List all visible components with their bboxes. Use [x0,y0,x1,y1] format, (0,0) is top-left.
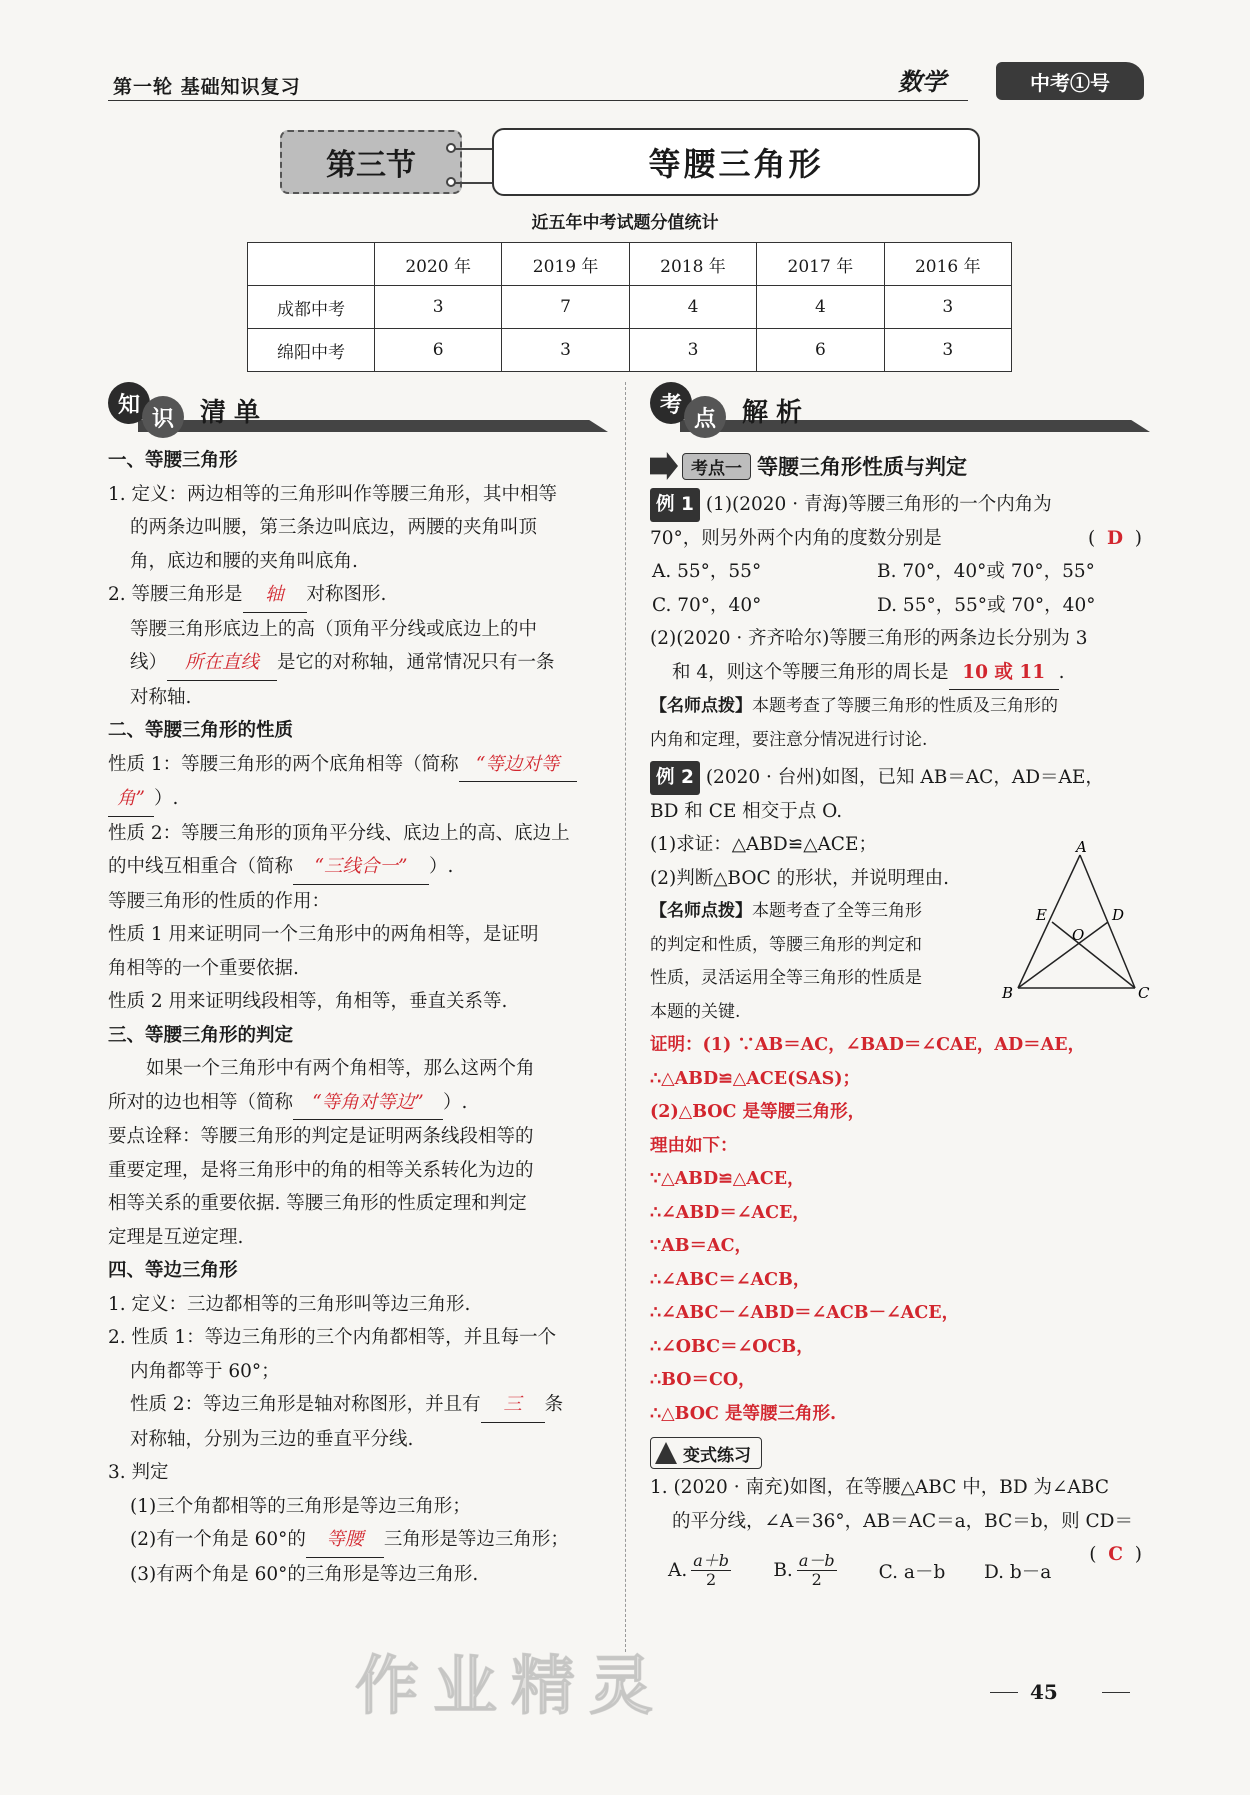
label-e: E [1036,906,1047,924]
answer-bracket: ( D ) [1087,527,1142,549]
label-c: C [1138,984,1150,1000]
fraction-options-row [650,1552,1089,1589]
proof-line: ∴∠ABD＝∠ACE， [650,1202,810,1223]
option-b: B. 70°，40°或 70°，55° [877,561,1095,582]
text-line: (1)求证：△ABD≌△ACE； [650,834,877,855]
practice-heading [650,1437,762,1469]
text-line [108,1523,608,1558]
proof-line: ∴∠ABC－∠ABD＝∠ACB－∠ACE， [650,1303,960,1323]
key-point-tag: 考点一 [682,453,751,480]
heading-properties: 二、等腰三角形的性质 [108,720,294,741]
banner-char: 识 [142,396,184,438]
tip-label: 【名师点拨】 [650,696,752,716]
text-line [108,782,608,817]
option-c: C. 70°，40° [652,594,762,616]
table-cell: 3 [629,329,756,372]
header-rule [108,100,968,101]
proof-line: 理由如下： [650,1135,738,1156]
tip-line: 的判定和性质，等腰三角形的判定和 [650,934,922,955]
option-d: D. b－a [983,1561,1052,1583]
answer-bracket: ( C ) [1089,1544,1142,1565]
text: 性质 2：等边三角形是轴对称图形，并且有 [130,1394,481,1415]
text-line [650,761,1150,795]
label-o: O [1072,926,1085,944]
table-cell: 3 [502,329,629,372]
text: 70°，则另外两个内角的度数分别是 [650,527,942,549]
banner-char: 知 [108,382,150,424]
banner-title: 清单 [200,398,269,428]
analysis-banner [650,382,1150,438]
text: (2020 · 台州)如图，已知 AB＝AC，AD＝AE， [705,767,1104,788]
knowledge-banner [108,382,608,438]
text: 性质 1：等腰三角形的两个底角相等（简称 [108,753,459,775]
text-line: 内角都等于 60°； [130,1360,280,1382]
handwritten-answer: “等角对等边” [293,1086,443,1121]
side-ab [1018,855,1080,988]
handwritten-answer: 轴 [243,578,307,613]
options-row [650,589,1150,623]
option-label: A. [668,1560,688,1581]
numerator: a＋b [693,1551,730,1570]
option-d: D. 55°，55°或 70°，40° [877,594,1096,616]
table-header-cell: 2020 年 [375,243,502,286]
heading-isosceles: 一、等腰三角形 [108,450,238,471]
handwritten-answer: 10 或 11 [949,656,1059,691]
table-header-cell: 2017 年 [757,243,884,286]
banner-char: 点 [684,396,726,438]
text-line: 性质 1 用来证明同一个三角形中的两角相等，是证明 [108,924,539,945]
table-row [248,286,1012,329]
practice-title: 变式练习 [683,1445,751,1466]
section-tag: 第三节 [280,130,462,194]
text: . [1058,661,1065,683]
table-cell: 4 [629,286,756,329]
text: (1)(2020 · 青海)等腰三角形的一个内角为 [705,494,1052,515]
handwritten-answer: 角” [108,782,154,817]
proof-line: 证明：(1) ∵AB＝AC，∠BAD＝∠CAE，AD＝AE， [650,1035,1086,1055]
text-line [108,850,608,885]
text-line [108,646,608,681]
text-line: 定理是互逆定理. [108,1226,244,1248]
banner-char: 考 [650,382,692,424]
text-line: 2. 性质 1：等边三角形的三个内角都相等，并且每一个 [108,1327,557,1348]
text: 本题考查了全等三角形 [752,901,922,921]
text-line: 的平分线，∠A＝36°，AB＝AC＝a，BC＝b，则 CD＝ [672,1510,1133,1532]
text-line [108,578,608,613]
text-line: 角，底边和腰的夹角叫底角. [130,550,358,572]
text: 所对的边也相等（简称 [108,1091,294,1113]
table-header-cell: 2019 年 [502,243,629,286]
stats-table [247,242,1012,372]
pencil-icon [655,1442,677,1464]
proof-line: ∴△ABD≌△ACE(SAS)； [650,1068,861,1089]
key-point-title: 等腰三角形性质与判定 [757,455,967,479]
proof-line: ∵△ABD≌△ACE， [650,1169,805,1189]
text-line: 性质 2 用来证明线段相等，角相等，垂直关系等. [108,991,508,1012]
proof-line: ∴BO＝CO， [650,1370,756,1390]
fraction [691,1552,731,1589]
answer-value: D [1106,527,1124,549]
connector-dot [446,143,456,153]
text-line: (3)有两个角是 60°的三角形是等边三角形. [130,1563,479,1585]
option-a [668,1552,773,1589]
header-subject: 数学 [898,67,946,96]
numerator: a－b [798,1551,835,1570]
tip-line: 内角和定理，要注意分情况进行讨论. [650,729,928,750]
text: 本题考查了等腰三角形的性质及三角形的 [752,696,1058,716]
tip-label: 【名师点拨】 [650,901,752,921]
text: 是它的对称轴，通常情况只有一条 [277,652,555,673]
text-line: (2)(2020 · 齐齐哈尔)等腰三角形的两条边长分别为 3 [650,628,1088,649]
text-line: 相等关系的重要依据. 等腰三角形的性质定理和判定 [108,1193,527,1214]
table-row [248,329,1012,372]
text-line [650,488,1150,522]
example-tag: 例 2 [650,761,700,795]
proof-line: ∴∠ABC＝∠ACB， [650,1269,811,1290]
label-b: B [1002,984,1014,1000]
text-line [650,656,1150,691]
table-corner [248,243,375,286]
text-line: 如果一个三角形中有两个角相等，那么这两个角 [146,1058,535,1079]
proof-line: (2)△BOC 是等腰三角形， [650,1102,866,1122]
text-line: 角相等的一个重要依据. [108,957,299,979]
label-a: A [1076,840,1087,856]
tip-line: 本题的关键. [650,1001,741,1022]
denominator: 2 [811,1570,822,1589]
handwritten-answer: 等腰 [306,1523,384,1558]
text-line: (1)三个角都相等的三角形是等边三角形； [130,1495,471,1517]
text-line [108,748,608,783]
text: 线） [130,652,168,673]
table-cell: 6 [375,329,502,372]
fraction [797,1552,837,1589]
text-line: 3. 判定 [108,1462,169,1483]
handwritten-answer: “等边对等 [459,748,577,783]
heading-equilateral: 四、等边三角形 [108,1260,238,1281]
text-line: 对称轴. [130,686,192,708]
header-badge: 中考①号 [996,62,1144,100]
text-line: BD 和 CE 相交于点 O. [650,800,843,822]
proof-line: ∴∠OBC＝∠OCB， [650,1336,814,1357]
column-divider [625,382,626,1652]
table-cell: 3 [884,286,1011,329]
page-dash [1102,1692,1130,1693]
proof-line: ∴△BOC 是等腰三角形. [650,1403,837,1424]
table-cell: 3 [884,329,1011,372]
text-line [108,1086,608,1121]
banner-title: 解析 [742,398,811,428]
section-title: 等腰三角形 [492,128,980,196]
text: 条 [544,1394,564,1415]
text: (2)有一个角是 60°的 [130,1529,306,1550]
text: 和 4，则这个等腰三角形的周长是 [672,661,949,683]
table-cell: 6 [757,329,884,372]
connector-dot [446,177,456,187]
text-line: 要点诠释：等腰三角形的判定是证明两条线段相等的 [108,1126,534,1147]
denominator: 2 [706,1570,717,1589]
handwritten-answer: 所在直线 [167,646,277,681]
option-a: A. 55°，55° [652,561,762,582]
option-c: C. a－b [878,1561,946,1583]
table-cell: 7 [502,286,629,329]
arrow-icon [650,452,678,480]
text-line: (2)判断△BOC 的形状，并说明理由. [650,867,949,889]
text: 对称图形. [306,584,387,605]
watermark: 作业精灵 [355,1650,667,1724]
table-row-label: 成都中考 [248,286,375,329]
text-line: 1. (2020 · 南充)如图，在等腰△ABC 中，BD 为∠ABC [650,1477,1110,1498]
page-number: 45 [1030,1680,1058,1704]
table-row-label: 绵阳中考 [248,329,375,372]
option-label: B. [773,1560,793,1581]
triangle-figure [1000,840,1150,1000]
text: 2. 等腰三角形是 [108,584,243,605]
tip-line [650,690,1150,724]
label-d: D [1112,906,1125,924]
options-row [650,555,1150,589]
text: ）. [443,1091,468,1113]
table-cell: 4 [757,286,884,329]
text-line: 1. 定义：两边相等的三角形叫作等腰三角形，其中相等 [108,483,558,505]
text-line [108,1388,608,1423]
tip-line: 性质，灵活运用全等三角形的性质是 [650,968,922,988]
table-header-row [248,243,1012,286]
handwritten-answer: 三 [481,1388,545,1423]
header-breadcrumb: 第一轮 基础知识复习 [113,76,301,98]
heading-determination: 三、等腰三角形的判定 [108,1024,294,1046]
example-tag: 例 1 [650,488,700,522]
option-b [773,1552,878,1589]
table-caption: 近五年中考试题分值统计 [531,213,719,233]
text-line: 对称轴，分别为三边的垂直平分线. [130,1428,414,1450]
text: 三角形是等边三角形； [383,1529,569,1550]
text-line: 1. 定义：三边都相等的三角形叫等边三角形. [108,1293,471,1315]
knowledge-list-column [108,382,608,1591]
proof-line: ∵AB＝AC， [650,1236,753,1256]
text: ）. [154,788,179,809]
key-point-heading [650,444,1150,488]
table-header-cell: 2018 年 [629,243,756,286]
text-line [650,522,1150,556]
text-line: 性质 2：等腰三角形的顶角平分线、底边上的高、底边上 [108,822,570,844]
text-line: 等腰三角形的性质的作用： [108,890,331,912]
table-cell: 3 [375,286,502,329]
handwritten-answer: “三线合一” [293,850,429,885]
text-line: 重要定理，是将三角形中的角的相等关系转化为边的 [108,1159,534,1181]
text: 的中线互相重合（简称 [108,856,294,877]
text: ）. [429,856,454,877]
answer-value: C [1108,1544,1124,1565]
page-dash [990,1692,1018,1693]
table-header-cell: 2016 年 [884,243,1011,286]
text-line: 的两条边叫腰，第三条边叫底边，两腰的夹角叫顶 [130,517,538,538]
text-line: 等腰三角形底边上的高（顶角平分线或底边上的中 [130,618,538,640]
